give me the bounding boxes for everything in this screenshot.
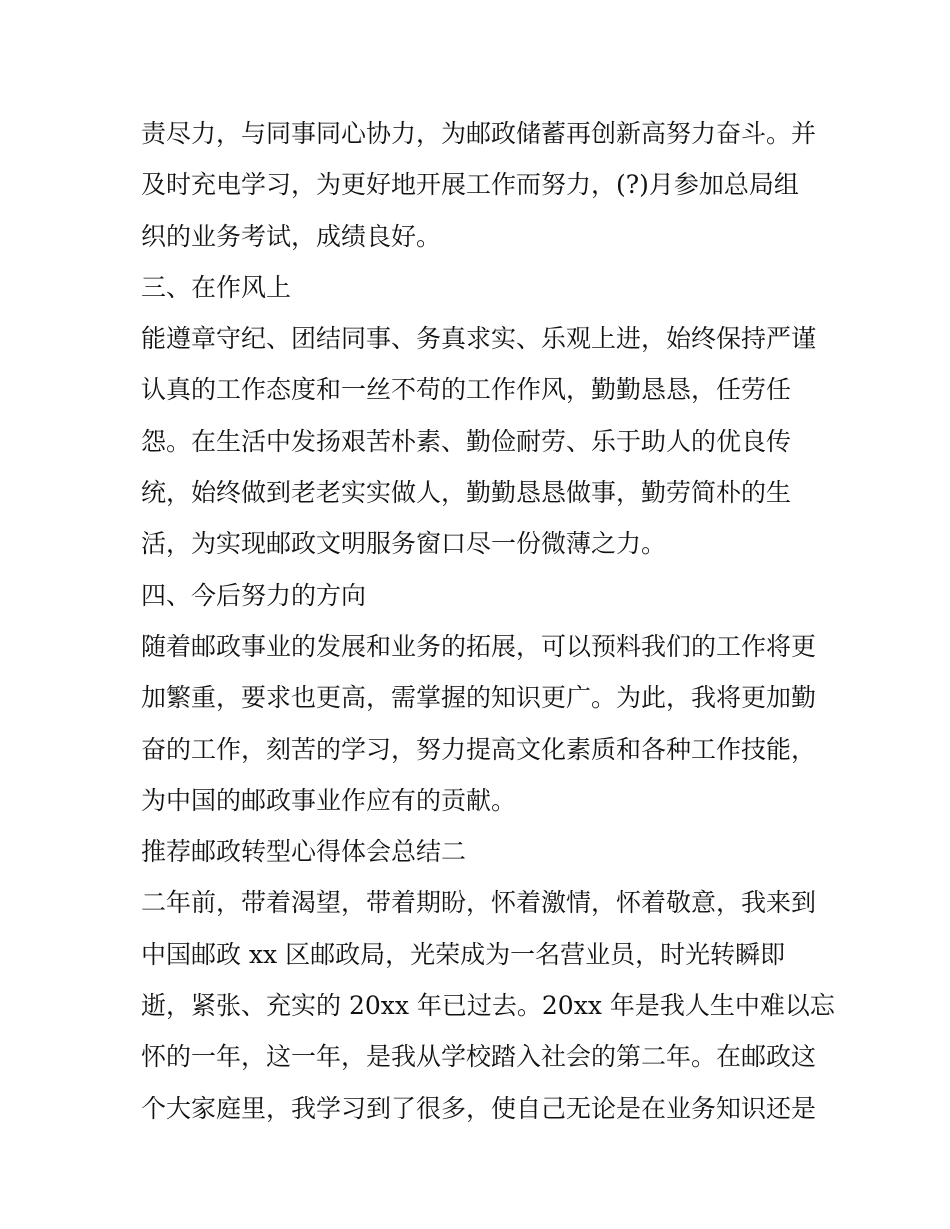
text-line: 怀的一年，这一年，是我从学校踏入社会的第二年。在邮政这 — [141, 1042, 817, 1072]
text-line: 个大家庭里，我学习到了很多，使自己无论是在业务知识还是 — [141, 1093, 817, 1123]
text-line: 织的业务考试，成绩良好。 — [141, 221, 442, 251]
article-title: 推荐邮政转型心得体会总结二 — [141, 837, 467, 867]
section-heading: 四、今后努力的方向 — [141, 580, 367, 610]
text-line: 中国邮政 xx 区邮政局，光荣成为一名营业员，时光转瞬即 — [141, 939, 786, 969]
text-line: 加繁重，要求也更高，需掌握的知识更广。为此，我将更加勤 — [141, 683, 817, 713]
text-line: 认真的工作态度和一丝不苟的工作作风，勤勤恳恳，任劳任 — [141, 375, 792, 405]
text-line: 责尽力，与同事同心协力，为邮政储蓄再创新高努力奋斗。并 — [141, 119, 817, 148]
text-line: 怨。在生活中发扬艰苦朴素、勤俭耐劳、乐于助人的优良传 — [141, 426, 792, 456]
text-line: 能遵章守纪、团结同事、务真求实、乐观上进，始终保持严谨 — [141, 324, 817, 354]
document-body — [141, 108, 835, 1134]
text-line: 奋的工作，刻苦的学习，努力提高文化素质和各种工作技能， — [141, 734, 817, 764]
section-heading: 三、在作风上 — [141, 272, 292, 302]
text-line: 为中国的邮政事业作应有的贡献。 — [141, 785, 517, 815]
text-line: 二年前，带着渴望，带着期盼，怀着激情，怀着敬意，我来到 — [141, 888, 817, 918]
text-line: 统，始终做到老老实实做人，勤勤恳恳做事，勤劳简朴的生 — [141, 478, 792, 508]
text-line: 逝，紧张、充实的 20xx 年已过去。20xx 年是我人生中难以忘 — [141, 991, 835, 1021]
text-line: 随着邮政事业的发展和业务的拓展，可以预料我们的工作将更 — [141, 631, 817, 661]
text-line: 及时充电学习，为更好地开展工作而努力，(?)月参加总局组 — [141, 170, 799, 200]
text-line: 活，为实现邮政文明服务窗口尽一份微薄之力。 — [141, 529, 667, 559]
